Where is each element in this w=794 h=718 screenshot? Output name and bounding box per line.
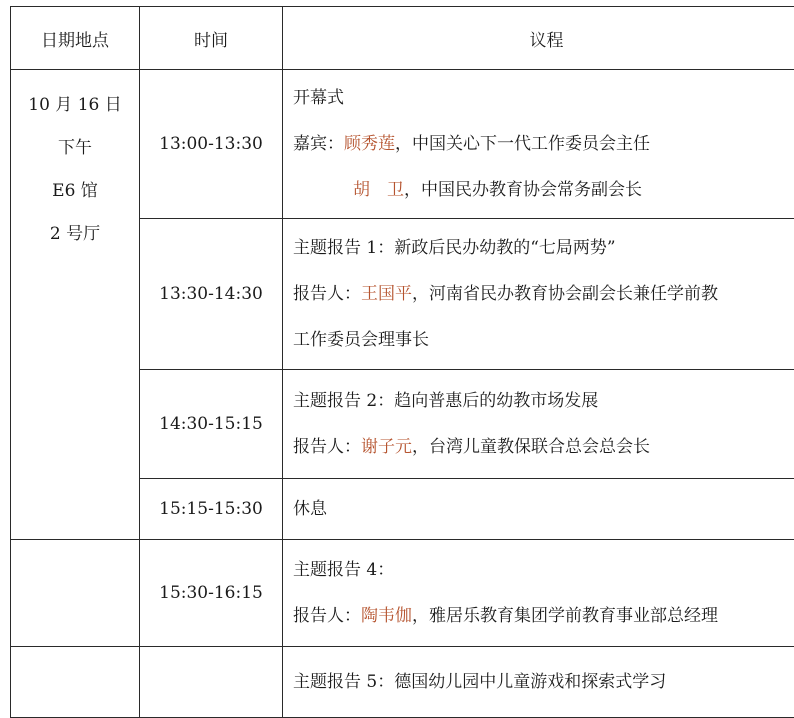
speaker-label: 报告人： [293, 606, 361, 626]
speaker-desc: ，雅居乐教育集团学前教育事业部总经理 [412, 606, 718, 626]
agenda-cell [283, 479, 794, 540]
speaker-name: 谢子元 [361, 437, 412, 457]
agenda-title: 主题报告 4： [293, 547, 794, 593]
header-row [11, 7, 794, 70]
speaker-desc-continued: 工作委员会理事长 [293, 317, 794, 363]
agenda-cell [283, 219, 794, 370]
table-row [11, 70, 794, 219]
agenda-cell [283, 70, 794, 219]
agenda-title: 主题报告 1：新政后民办幼教的“七局两势” [293, 225, 794, 271]
header-date-place: 日期地点 [11, 7, 140, 70]
agenda-title: 主题报告 2：趋向普惠后的幼教市场发展 [293, 378, 794, 424]
guest-name: 胡 卫 [353, 180, 404, 200]
date-place-cell [11, 70, 140, 540]
time-cell: 13:30-14:30 [140, 219, 283, 370]
header-time: 时间 [140, 7, 283, 70]
guest-name: 顾秀莲 [344, 134, 395, 154]
guest-line [293, 167, 794, 213]
agenda-table [10, 6, 794, 718]
time-cell: 13:00-13:30 [140, 70, 283, 219]
speaker-label: 报告人： [293, 284, 361, 304]
venue: E6 馆 [11, 170, 139, 213]
guest-line [293, 121, 794, 167]
speaker-line [293, 424, 794, 470]
guest-desc: ，中国民办教育协会常务副会长 [404, 180, 642, 200]
speaker-label: 报告人： [293, 437, 361, 457]
agenda-title: 主题报告 5：德国幼儿园中儿童游戏和探索式学习 [293, 659, 794, 705]
hall: 2 号厅 [11, 213, 139, 256]
time-cell: 15:15-15:30 [140, 479, 283, 540]
speaker-name: 王国平 [361, 284, 412, 304]
guest-desc: ，中国关心下一代工作委员会主任 [395, 134, 650, 154]
date-place-cell [11, 540, 140, 647]
speaker-line [293, 593, 794, 639]
table-row [11, 540, 794, 647]
time-cell: 15:30-16:15 [140, 540, 283, 647]
agenda-cell [283, 370, 794, 479]
speaker-desc: ，河南省民办教育协会副会长兼任学前教 [412, 284, 718, 304]
agenda-title: 开幕式 [293, 75, 794, 121]
speaker-line [293, 271, 794, 317]
speaker-desc: ，台湾儿童教保联合总会总会长 [412, 437, 650, 457]
speaker-name: 陶韦伽 [361, 606, 412, 626]
agenda-title: 休息 [293, 486, 794, 532]
time-cell: 14:30-15:15 [140, 370, 283, 479]
period: 下午 [11, 127, 139, 170]
agenda-cell [283, 540, 794, 647]
header-agenda: 议程 [283, 7, 794, 70]
date: 10 月 16 日 [11, 84, 139, 127]
guest-label: 嘉宾： [293, 134, 344, 154]
